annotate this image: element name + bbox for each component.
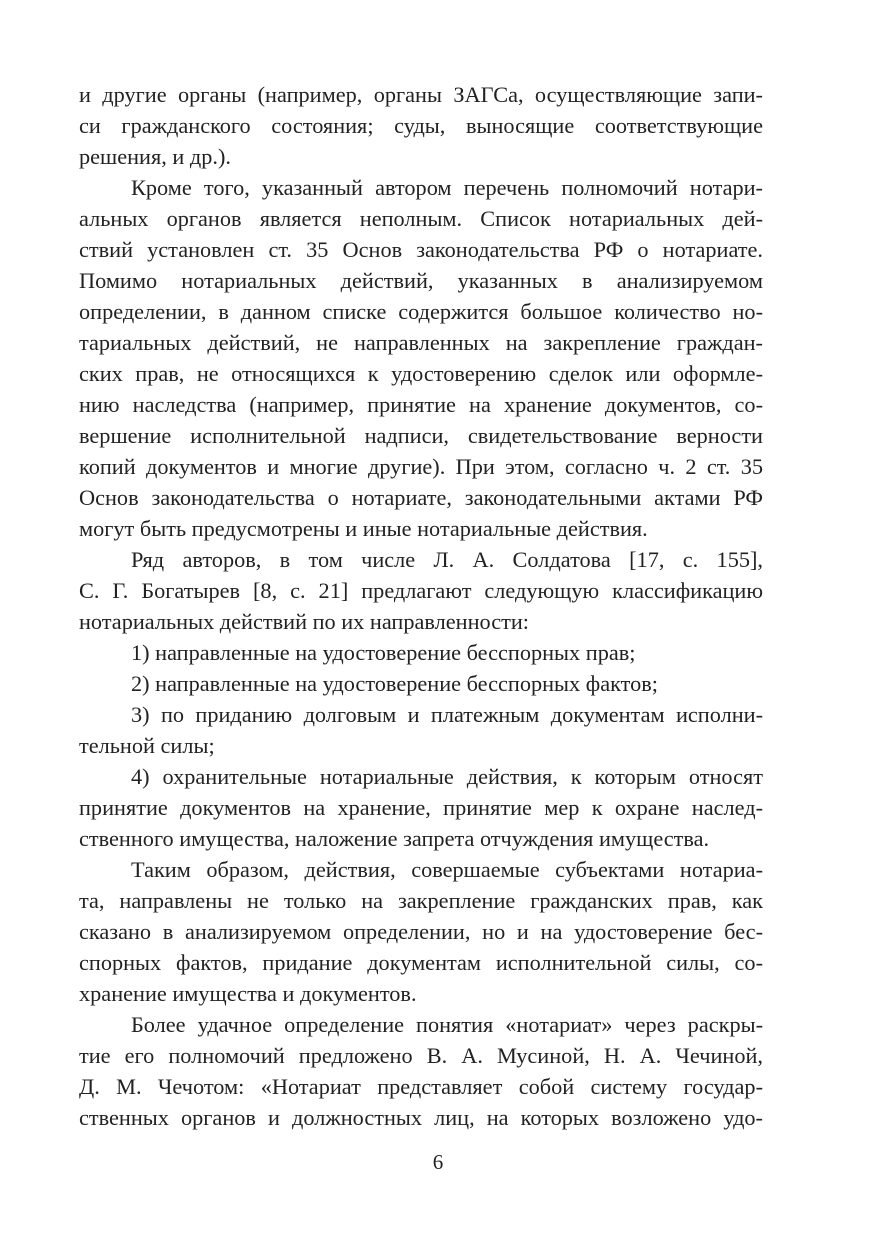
text-line: и другие органы (например, органы ЗАГСа, осуществляющие запи- [79, 82, 763, 107]
list-item: 3) по приданию долговым и платежным документам исполни- [131, 702, 763, 727]
page-number: 6 [432, 1150, 444, 1174]
text-line: Основ законодательства о нотариате, законодательными актами РФ [79, 485, 763, 510]
text-line: ственных органов и должностных лиц, на которых возложено удо- [79, 1105, 763, 1130]
text-line: вершение исполнительной надписи, свидетельствование верности [79, 423, 763, 448]
text-line: Ряд авторов, в том числе Л. А. Солдатова [17, с. 155], [131, 547, 763, 572]
body-text [79, 79, 763, 1133]
text-line: Таким образом, действия, совершаемые субъектами нотариа- [131, 857, 763, 882]
text-line: сказано в анализируемом определении, но и на удостоверение бес- [79, 919, 763, 944]
text-line: хранение имущества и документов. [79, 981, 417, 1006]
text-line: Помимо нотариальных действий, указанных в анализируемом [79, 268, 763, 293]
text-line: определении, в данном списке содержится большое количество но- [79, 299, 763, 324]
text-line: копий документов и многие другие). При этом, согласно ч. 2 ст. 35 [79, 454, 763, 479]
text-line: си гражданского состояния; суды, выносящие соответствующие [79, 113, 763, 138]
text-line: нотариальных действий по их направленности: [79, 609, 529, 634]
text-line: Кроме того, указанный автором перечень полномочий нотари- [131, 175, 763, 200]
text-line: ствий установлен ст. 35 Основ законодательства РФ о нотариате. [79, 237, 763, 262]
text-line: решения, и др.). [79, 144, 231, 169]
list-item: 4) охранительные нотариальные действия, к которым относят [131, 764, 763, 789]
text-line: Более удачное определение понятия «нотариат» через раскры- [131, 1012, 763, 1037]
text-line: Д. М. Чечотом: «Нотариат представляет собой систему государ- [79, 1074, 763, 1099]
text-line: С. Г. Богатырев [8, с. 21] предлагают следующую классификацию [79, 578, 763, 603]
list-item: 2) направленные на удостоверение бесспорных фактов; [131, 671, 658, 696]
text-line: альных органов является неполным. Список нотариальных дей- [79, 206, 763, 231]
text-line: нию наследства (например, принятие на хранение документов, со- [79, 392, 763, 417]
text-line: спорных фактов, придание документам исполнительной силы, со- [79, 950, 763, 975]
text-line: тие его полномочий предложено В. А. Мусиной, Н. А. Чечиной, [79, 1043, 763, 1068]
text-line: тариальных действий, не направленных на закрепление граждан- [79, 330, 763, 355]
text-line: принятие документов на хранение, принятие мер к охране наслед- [79, 795, 763, 820]
text-line: ских прав, не относящихся к удостоверению сделок или оформле- [79, 361, 763, 386]
text-line: тельной силы; [79, 733, 215, 758]
text-line: могут быть предусмотрены и иные нотариальные действия. [79, 516, 648, 541]
text-line: ственного имущества, наложение запрета отчуждения имущества. [79, 826, 710, 851]
list-item: 1) направленные на удостоверение бесспорных прав; [131, 640, 636, 665]
text-line: та, направлены не только на закрепление гражданских прав, как [79, 888, 763, 913]
